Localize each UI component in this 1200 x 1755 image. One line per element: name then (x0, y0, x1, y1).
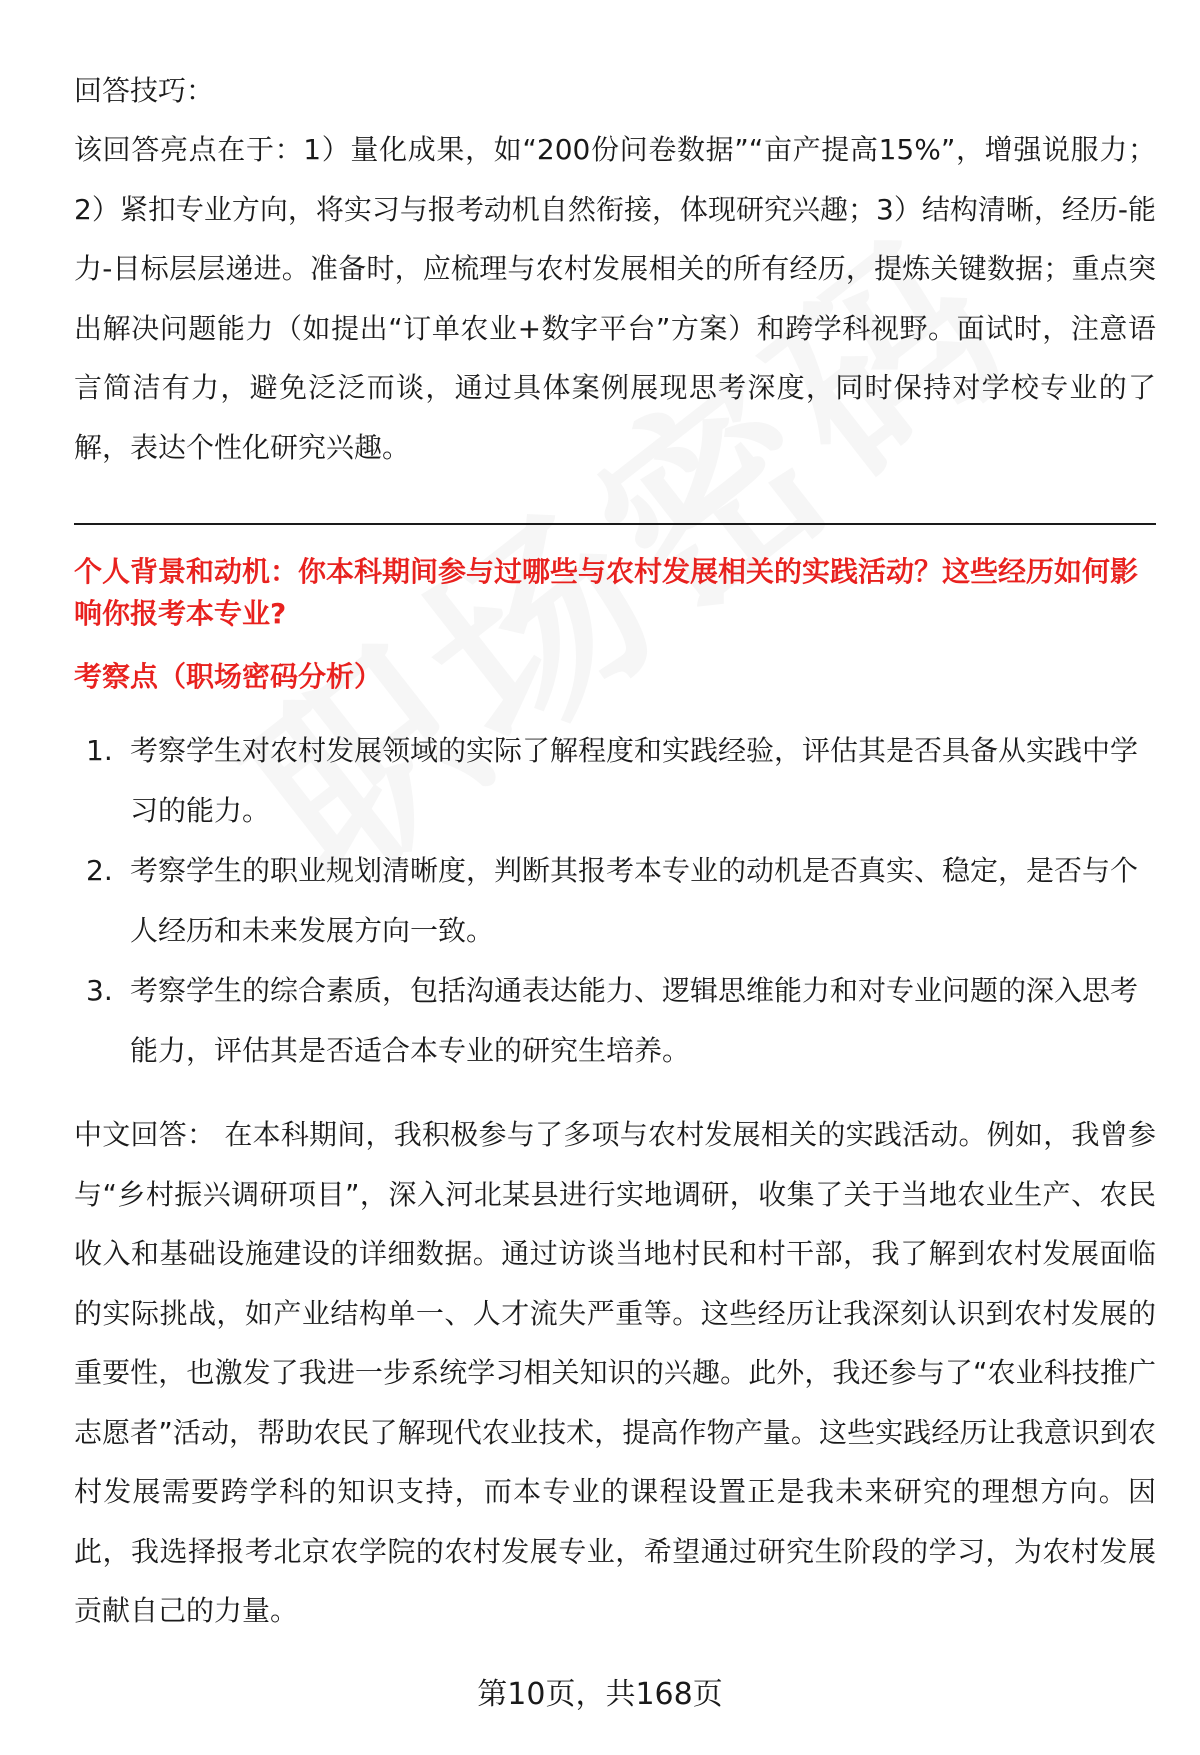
list-item (74, 841, 1156, 961)
list-item (74, 721, 1156, 841)
list-item-text: 考察学生的职业规划清晰度，判断其报考本专业的动机是否真实、稳定，是否与个人经历和未来发展方向一致。 (130, 854, 1139, 947)
list-item-number: 2. (86, 854, 113, 887)
list-item-number: 3. (86, 974, 113, 1007)
question-title: 个人背景和动机：你本科期间参与过哪些与农村发展相关的实践活动？这些经历如何影响你报考本专业? (74, 555, 1139, 630)
points-label: 考察点（职场密码分析） (74, 660, 383, 693)
list-item-text: 考察学生对农村发展领域的实际了解程度和实践经验，评估其是否具备从实践中学习的能力。 (130, 734, 1139, 827)
points-list (74, 721, 1156, 1081)
list-item-number: 1. (86, 734, 113, 767)
tips-label: 回答技巧： (74, 74, 215, 107)
list-item-text: 考察学生的综合素质，包括沟通表达能力、逻辑思维能力和对专业问题的深入思考能力，评估其是否适合本专业的研究生培养。 (130, 974, 1139, 1067)
list-item (74, 961, 1156, 1081)
document-page (74, 62, 1156, 1641)
page-number: 第10页，共168页 (477, 1677, 723, 1712)
answer-paragraph: 中文回答： 在本科期间，我积极参与了多项与农村发展相关的实践活动。例如，我曾参与“乡村振兴调研项目”，深入河北某县进行实地调研，收集了关于当地农业生产、农民收入和基础设施建设的详细数据。通过访谈当地村民和村干部，我了解到农村发展面临的实际挑战，如产业结构单一、人才流失严重等。这些经历让我深刻认识到农村发展的重要性，也激发了我进一步系统学习相关知识的兴趣。此外，我还参与了“农业科技推广志愿者”活动，帮助农民了解现代农业技术，提高作物产量。这些实践经历让我意识到农村发展需要跨学科的知识支持，而本专业的课程设置正是我未来研究的理想方向。因此，我选择报考北京农学院的农村发展专业，希望通过研究生阶段的学习，为农村发展贡献自己的力量。 (74, 1118, 1156, 1627)
section-divider (74, 523, 1156, 525)
tips-paragraph: 该回答亮点在于：1）量化成果，如“200份问卷数据”“亩产提高15%”，增强说服力；2）紧扣专业方向，将实习与报考动机自然衔接，体现研究兴趣；3）结构清晰，经历-能力-目标层层递进。准备时，应梳理与农村发展相关的所有经历，提炼关键数据；重点突出解决问题能力（如提出“订单农业+数字平台”方案）和跨学科视野。面试时，注意语言简洁有力，避免泛泛而谈，通过具体案例展现思考深度，同时保持对学校专业的了解，表达个性化研究兴趣。 (74, 133, 1156, 464)
